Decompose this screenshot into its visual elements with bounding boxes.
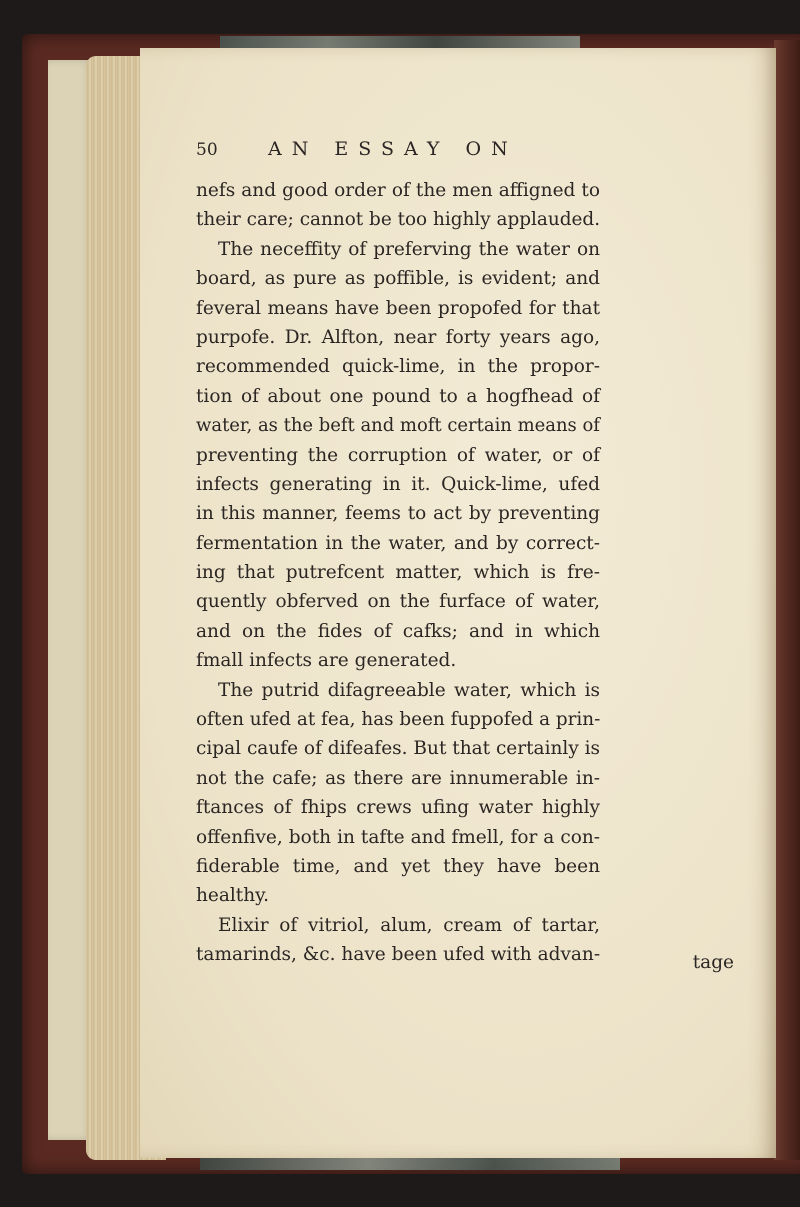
text-line: tion of about one pound to a hogfhead of (196, 385, 600, 407)
text-line: infects generating in it. Quick-lime, ufed (196, 473, 600, 495)
text-line: ing that putrefcent matter, which is fre- (196, 562, 600, 584)
text-line: fmall infects are generated. (196, 650, 457, 672)
page-number: 50 (196, 140, 218, 160)
text-line: feveral means have been propofed for that (196, 297, 600, 319)
text-line: often ufed at fea, has been fuppofed a prin- (196, 709, 601, 731)
text-line: The putrid difagreeable water, which is (218, 679, 600, 701)
catchword: tage (692, 952, 734, 973)
text-line: The neceffity of preferving the water on (218, 238, 600, 260)
running-title: AN ESSAY ON (268, 138, 518, 160)
body-text (196, 176, 600, 970)
text-line: purpofe. Dr. Alfton, near forty years ago, (196, 326, 600, 348)
text-line: board, as pure as poffible, is evident; and (196, 268, 600, 290)
text-line: ftances of fhips crews ufing water highly (196, 797, 600, 819)
text-line: in this manner, feems to act by preventing (196, 503, 600, 525)
running-header (196, 138, 518, 160)
text-line: preventing the corruption of water, or of (196, 444, 600, 466)
text-line: quently obferved on the furface of water, (196, 591, 600, 613)
text-line: and on the fides of cafks; and in which (196, 620, 600, 642)
text-line: offenfive, both in tafte and fmell, for a con- (196, 826, 600, 848)
text-line: their care; cannot be too highly applauded. (196, 209, 601, 231)
text-line: fiderable time, and yet they have been (196, 855, 600, 877)
text-line: water, as the beft and moft certain means of (196, 415, 600, 437)
text-line: fermentation in the water, and by correct- (196, 532, 600, 554)
cover-edge (774, 40, 800, 1160)
text-line: not the cafe; as there are innumerable in- (196, 767, 600, 789)
text-line: nefs and good order of the men affigned to (196, 180, 600, 201)
marbled-edge-bottom (200, 1158, 620, 1170)
text-line: recommended quick-lime, in the propor- (196, 356, 600, 378)
text-line: healthy. (196, 885, 270, 907)
text-line: cipal caufe of difeafes. But that certainly is (196, 738, 601, 760)
text-line: Elixir of vitriol, alum, cream of tartar, (218, 914, 600, 936)
text-line: tamarinds, &c. have been ufed with advan- (196, 944, 601, 966)
